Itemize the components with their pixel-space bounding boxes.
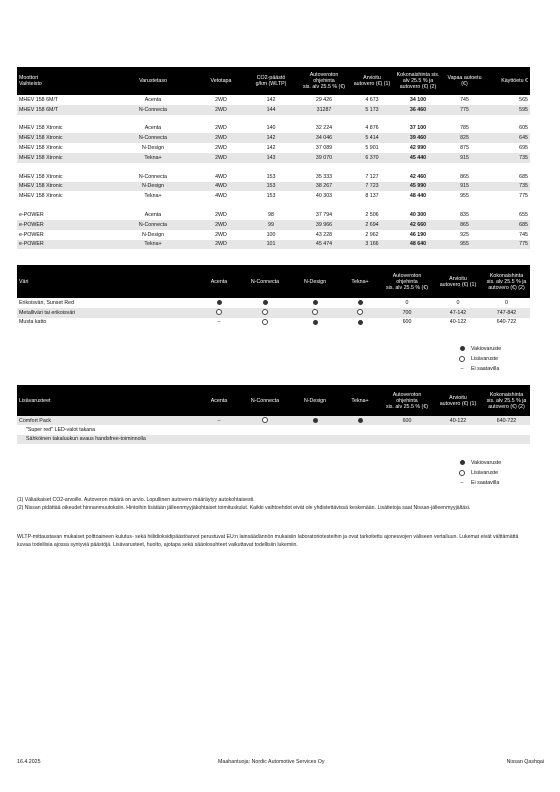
column-header: Tekna+	[339, 265, 381, 298]
standard-dot-icon	[460, 346, 465, 351]
table-cell: 4WD	[197, 182, 245, 192]
table-row	[17, 230, 530, 240]
table-cell: 875	[460, 145, 469, 152]
table-cell	[199, 308, 239, 318]
accessories-table-header	[17, 385, 530, 416]
table-row	[17, 133, 530, 143]
pack-content-item: "Super red" LED-valot takana	[26, 427, 96, 434]
table-cell: 5 173	[351, 105, 393, 115]
dash-icon: –	[460, 366, 464, 372]
table-row	[17, 308, 530, 318]
table-cell: 2WD	[197, 153, 245, 163]
table-cell: 42 660	[393, 220, 443, 230]
footer-importer: Maahantuoja: Nordic Automotive Services Oy	[218, 759, 325, 765]
column-header: Tekna+	[339, 385, 381, 416]
table-cell: 143	[245, 153, 297, 163]
table-cell: 0	[405, 299, 409, 306]
table-cell: 735	[486, 182, 530, 192]
table-cell: 2WD	[215, 96, 227, 103]
table-cell: 37 794	[315, 212, 333, 219]
dash-icon: –	[460, 480, 464, 486]
table-cell: 645	[486, 133, 530, 143]
table-cell: 925	[460, 231, 469, 238]
table-cell: 775	[486, 240, 530, 250]
table-cell: 745	[519, 231, 528, 238]
table-cell	[199, 416, 239, 425]
table-cell: 40-122	[433, 416, 483, 425]
table-cell: 45 474	[297, 240, 351, 250]
table-cell: Comfort Pack	[17, 416, 199, 425]
table-cell: 153	[245, 182, 297, 192]
table-cell: 45 990	[393, 182, 443, 192]
table-cell: 2 506	[365, 212, 379, 219]
column-header: CO2-päästö g/km (WLTP)	[245, 67, 297, 95]
table-cell: 45 440	[393, 153, 443, 163]
table-cell: 2WD	[197, 220, 245, 230]
table-cell: 747-842	[483, 308, 530, 318]
table-cell: 955	[443, 240, 486, 250]
column-header: Acenta	[199, 385, 239, 416]
legend-unavailable: – Ei saatavilla	[455, 478, 545, 488]
table-cell: 0	[505, 299, 508, 306]
table-cell: 2 694	[351, 220, 393, 230]
table-cell: 2WD	[197, 240, 245, 250]
table-cell: Tekna+	[109, 153, 197, 163]
table-cell: 34 100	[409, 96, 427, 103]
standard-dot-icon	[358, 320, 363, 325]
table-cell: 2 962	[365, 231, 379, 238]
column-header: Acenta	[199, 265, 239, 298]
table-row	[17, 172, 530, 182]
table-cell: 2WD	[215, 145, 227, 152]
table-cell: 640-722	[496, 319, 517, 326]
column-header: Varustetaso	[109, 67, 197, 95]
table-cell: 39 070	[297, 153, 351, 163]
table-cell: 6 370	[351, 153, 393, 163]
table-cell: 34 046	[297, 133, 351, 143]
legend-accessories	[455, 458, 545, 488]
column-header: Kokonaishinta sis. alv 25.5 % ja autovero (€) (2)	[483, 385, 530, 416]
table-row	[17, 416, 530, 425]
table-cell: MHEV 158 6M/T	[19, 96, 59, 103]
table-cell: 700	[381, 308, 433, 318]
footnote-2: (2) Nissan pidättää oikeudet hinnanmuutoksiin. Hintoihin lisätään jälleenmyyjäkohtaiset toimituskulut. Kaikki vaihtoehdot eivät ole yhdistettävissä keskenään. Lisätietoja saat Nissan-jälleenmyyjältäsi.	[17, 504, 471, 511]
table-cell: N-Connecta	[109, 105, 197, 115]
optional-dot-icon	[216, 309, 222, 315]
table-cell: 835	[460, 212, 469, 219]
table-cell: MHEV 158 Xtronic	[19, 145, 63, 152]
table-cell: 865	[443, 220, 486, 230]
column-header: Autoveroton ohjehinta sis. alv 25.5 % (€)	[297, 67, 351, 95]
column-header: Väri	[17, 265, 199, 298]
column-header: Kokonaishinta sis. alv 25.5 % ja autovero (€) (2)	[393, 67, 443, 95]
table-cell: 43 228	[315, 231, 333, 238]
column-header: Lisävarusteet	[17, 385, 199, 416]
table-row	[17, 124, 530, 134]
list-item	[17, 425, 530, 434]
table-cell: N-Connecta	[138, 173, 168, 180]
table-cell: 4 673	[365, 96, 379, 103]
dash-icon: –	[217, 417, 221, 424]
table-cell: 140	[266, 125, 276, 132]
table-cell: 2WD	[197, 105, 245, 115]
table-cell: 153	[266, 193, 276, 200]
table-cell: 0	[456, 299, 460, 306]
standard-dot-icon	[313, 418, 318, 423]
standard-dot-icon	[460, 460, 465, 465]
table-cell: 142	[245, 133, 297, 143]
column-header: N-Connecta	[239, 265, 291, 298]
table-cell	[339, 298, 381, 308]
legend-optional: Lisävaruste	[455, 354, 545, 364]
color-table	[17, 265, 530, 327]
column-header: Moottori Vaihteisto	[17, 67, 109, 95]
column-header: Arvioitu autovero (€) (1)	[351, 67, 393, 95]
table-cell: 2WD	[215, 125, 227, 132]
table-cell	[199, 318, 239, 328]
legend-standard: Vakiovaruste	[455, 458, 545, 468]
table-cell: 685	[486, 220, 530, 230]
table-cell: N-Design	[109, 182, 197, 192]
column-header: Arvioitu autovero (€) (1)	[433, 385, 483, 416]
table-cell: 2WD	[197, 133, 245, 143]
table-cell: MHEV 158 Xtronic	[17, 153, 109, 163]
table-cell	[199, 298, 239, 308]
column-header: N-Design	[291, 385, 339, 416]
group-spacer	[17, 163, 530, 172]
standard-dot-icon	[313, 320, 318, 325]
table-cell: 785	[460, 125, 469, 132]
table-cell: 38 267	[297, 182, 351, 192]
table-cell: N-Design	[141, 231, 165, 238]
table-cell	[291, 318, 339, 328]
table-cell	[339, 308, 381, 318]
table-cell	[239, 416, 291, 425]
table-cell	[239, 318, 291, 328]
table-row	[17, 143, 530, 153]
standard-dot-icon	[263, 300, 268, 305]
table-cell: 735	[486, 153, 530, 163]
column-header: Kokonaishinta sis. alv 25.5 % ja autovero (€) (2)	[483, 265, 530, 298]
table-cell: 595	[486, 105, 530, 115]
table-row	[17, 153, 530, 163]
table-row	[17, 318, 530, 328]
color-table-header	[17, 265, 530, 298]
table-cell: Erikoisväri, Sunset Red	[19, 299, 75, 306]
standard-dot-icon	[358, 418, 363, 423]
list-item	[17, 435, 530, 444]
table-cell: 40 300	[409, 212, 427, 219]
table-cell: Musta katto	[19, 319, 47, 326]
table-cell: 31287	[297, 105, 351, 115]
table-cell: 3 166	[351, 240, 393, 250]
column-header: Arvioitu autovero (€) (1)	[433, 265, 483, 298]
optional-dot-icon	[262, 319, 268, 325]
optional-dot-icon	[312, 309, 318, 315]
table-row	[17, 298, 530, 308]
table-cell: 39 460	[393, 133, 443, 143]
table-cell: N-Design	[141, 145, 165, 152]
table-cell: 745	[460, 96, 469, 103]
table-cell: MHEV 158 Xtronic	[17, 182, 109, 192]
table-row	[17, 240, 530, 250]
table-cell: 48 440	[409, 193, 427, 200]
table-cell: e-POWER	[17, 240, 109, 250]
table-cell	[291, 308, 339, 318]
footnote-1: (1) Väliaikaiset CO2-arvoille. Autoveron määrä on arvio. Lopullinen autovero määräytyy autokohtaisesti.	[17, 497, 255, 503]
table-cell: Acenta	[144, 96, 162, 103]
table-cell: 100	[266, 231, 276, 238]
table-cell: 32 224	[315, 125, 333, 132]
table-cell: 825	[443, 133, 486, 143]
table-cell: Acenta	[144, 212, 162, 219]
table-cell: 40 303	[315, 193, 333, 200]
table-cell: 915	[443, 153, 486, 163]
table-cell: MHEV 158 6M/T	[17, 105, 109, 115]
table-cell: 35 333	[315, 173, 333, 180]
optional-dot-icon	[357, 309, 363, 315]
table-cell	[239, 298, 291, 308]
column-header: N-Connecta	[239, 385, 291, 416]
table-cell: 865	[460, 173, 469, 180]
table-cell: 605	[519, 125, 528, 132]
group-spacer	[17, 201, 530, 210]
table-cell: 29 426	[315, 96, 333, 103]
table-cell: 101	[245, 240, 297, 250]
table-cell: MHEV 158 Xtronic	[19, 193, 63, 200]
table-cell: MHEV 158 Xtronic	[17, 133, 109, 143]
table-row	[17, 191, 530, 201]
table-cell: 4 876	[365, 125, 379, 132]
table-cell: 46 190	[409, 231, 427, 238]
table-cell	[339, 318, 381, 328]
table-cell	[291, 298, 339, 308]
dash-icon: –	[217, 319, 221, 326]
table-cell: e-POWER	[19, 231, 44, 238]
table-cell: 36 460	[393, 105, 443, 115]
table-cell: 39 966	[297, 220, 351, 230]
table-cell: 153	[266, 173, 276, 180]
optional-dot-icon	[262, 309, 268, 315]
table-cell: 42 460	[409, 173, 427, 180]
group-spacer	[17, 115, 530, 124]
table-cell: 7 127	[365, 173, 379, 180]
table-cell: Tekna+	[144, 193, 162, 200]
table-cell: 2WD	[215, 231, 227, 238]
table-cell: N-Connecta	[109, 220, 197, 230]
legend-colors	[455, 344, 545, 374]
table-cell: e-POWER	[19, 212, 44, 219]
column-header: Vetotapa	[197, 67, 245, 95]
table-cell: 915	[443, 182, 486, 192]
table-cell: 775	[443, 105, 486, 115]
table-cell: 4WD	[215, 193, 227, 200]
table-cell: e-POWER	[17, 220, 109, 230]
table-cell: 640-722	[483, 416, 530, 425]
table-cell: 8 137	[365, 193, 379, 200]
table-cell: 955	[460, 193, 469, 200]
standard-dot-icon	[217, 300, 222, 305]
table-cell: 565	[519, 96, 528, 103]
standard-dot-icon	[358, 300, 363, 305]
column-header: Käyttöetu €	[486, 67, 530, 95]
table-cell: 4WD	[215, 173, 227, 180]
table-cell	[339, 416, 381, 425]
table-cell: 600	[402, 319, 412, 326]
table-row	[17, 105, 530, 115]
table-cell: Tekna+	[109, 240, 197, 250]
table-cell: 42 990	[409, 145, 427, 152]
column-header: Vapaa autoetu (€)	[443, 67, 486, 95]
table-cell: 99	[245, 220, 297, 230]
table-cell: Metalliväri tai erikoisväri	[17, 308, 199, 318]
table-cell: 600	[381, 416, 433, 425]
table-cell: 655	[519, 212, 528, 219]
table-cell: 7 723	[351, 182, 393, 192]
price-table-header	[17, 67, 530, 95]
table-cell: 142	[266, 145, 276, 152]
legend-unavailable: – Ei saatavilla	[455, 364, 545, 374]
price-table	[17, 67, 530, 249]
table-cell	[239, 308, 291, 318]
wltp-note: WLTP-mittaustavan mukaiset polttoaineen kulutus- sekä hiilidioksidipäästöarvot perustuvat EU:n lainsäädännön mukaisiin laboratoriotesteihin ja ovat tarkoitettu ajoneuvojen väliseen vertailuun. Lukemat eivät välttämättä kuvaa todellisia ajossa syntyviä päästöjä. Lisävarusteet, huolto, ajotapa sekä sääolosuhteet vaikuttavat todellisiin lukemiin.	[17, 534, 519, 548]
table-cell: Acenta	[144, 125, 162, 132]
table-cell: 40-122	[449, 319, 467, 326]
footnotes	[17, 497, 532, 512]
table-cell: 5 901	[365, 145, 379, 152]
column-header: Autoveroton ohjehinta sis. alv 25.5 % (€)	[381, 385, 433, 416]
table-cell: N-Connecta	[109, 133, 197, 143]
table-cell: 144	[245, 105, 297, 115]
column-header: Autoveroton ohjehinta sis. alv 25.5 % (€)	[381, 265, 433, 298]
accessories-table	[17, 385, 530, 444]
column-header: N-Design	[291, 265, 339, 298]
table-cell: 2WD	[215, 212, 227, 219]
standard-dot-icon	[313, 300, 318, 305]
table-cell: 142	[266, 96, 276, 103]
table-cell: 48 640	[393, 240, 443, 250]
table-row	[17, 220, 530, 230]
table-cell: 5 414	[351, 133, 393, 143]
table-cell: 47-142	[433, 308, 483, 318]
table-row	[17, 95, 530, 105]
optional-dot-icon	[459, 470, 465, 476]
table-cell: 695	[519, 145, 528, 152]
table-cell: 37 100	[409, 125, 427, 132]
legend-standard: Vakiovaruste	[455, 344, 545, 354]
table-cell: MHEV 158 Xtronic	[19, 173, 63, 180]
table-row	[17, 210, 530, 220]
optional-dot-icon	[459, 356, 465, 362]
table-cell: 37 089	[315, 145, 333, 152]
table-cell: 685	[519, 173, 528, 180]
legend-optional: Lisävaruste	[455, 468, 545, 478]
table-cell: 775	[519, 193, 528, 200]
table-cell: MHEV 158 Xtronic	[19, 125, 63, 132]
pack-content-item: Sähköinen takaluukun avaus handsfree-toiminnolla	[17, 435, 530, 444]
footer-model: Nissan Qashqai	[506, 759, 544, 765]
table-row	[17, 182, 530, 192]
table-cell	[291, 416, 339, 425]
optional-dot-icon	[262, 417, 268, 423]
table-cell: 98	[268, 212, 274, 219]
footer-date: 16.4.2025	[17, 759, 41, 765]
